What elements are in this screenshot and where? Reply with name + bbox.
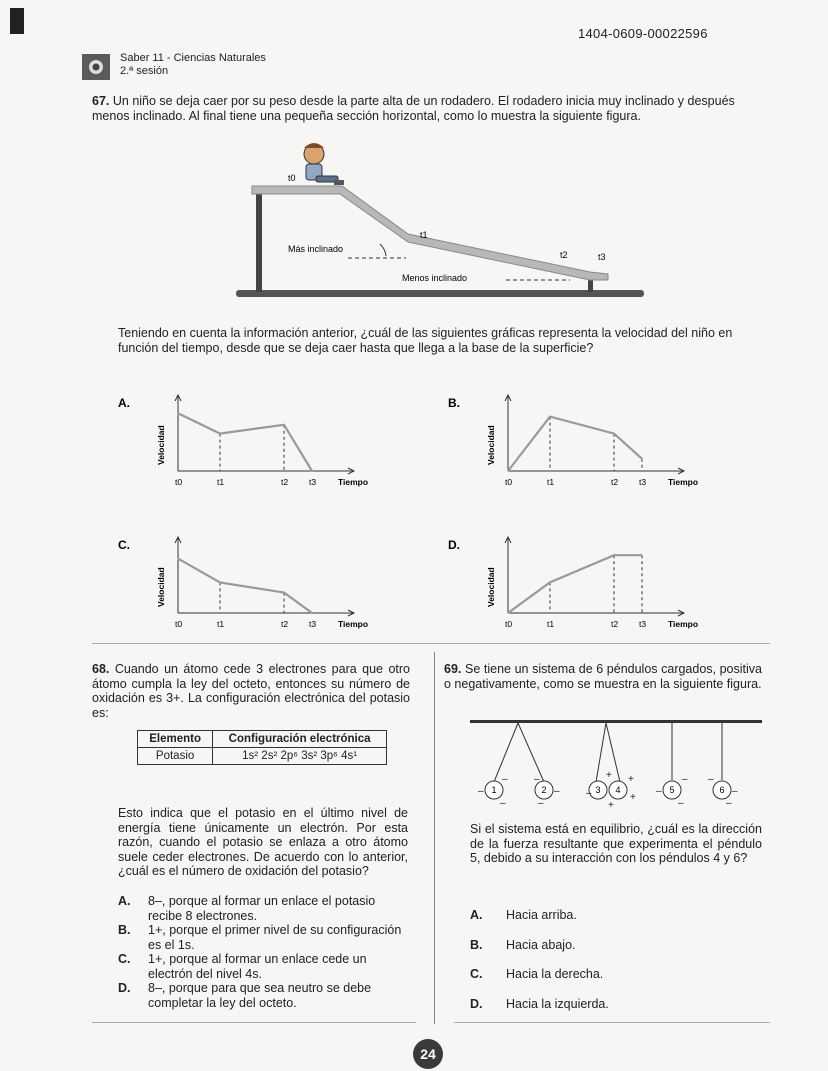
divider-right-bottom bbox=[454, 1022, 770, 1023]
graph-letter: D. bbox=[448, 538, 460, 552]
tick-label-t0: t0 bbox=[175, 619, 183, 629]
page-number: 24 bbox=[413, 1039, 443, 1069]
data-point-t2 bbox=[283, 424, 285, 426]
q69-option-d[interactable]: D. Hacia la izquierda. bbox=[470, 996, 609, 1011]
svg-text:+: + bbox=[628, 774, 634, 785]
svg-text:+: + bbox=[630, 792, 636, 803]
q68-explanation: Esto indica que el potasio en el último nivel de energía tiene únicamente un electrón. Por esta razón, cuando el potasio se enlaza a otro átomo suele ceder electrones. De acuerdo con lo anterior, ¿cuál es el número de oxidación del potasio? bbox=[118, 806, 408, 878]
tick-label-t2: t2 bbox=[611, 477, 619, 487]
tick-label-t1: t1 bbox=[547, 619, 555, 629]
pendulum-5: 5 bbox=[669, 785, 675, 795]
svg-text:–: – bbox=[502, 774, 508, 785]
table-cell-config: 1s² 2s² 2p⁶ 3s² 3p⁶ 4s¹ bbox=[213, 748, 387, 765]
q67-question: Teniendo en cuenta la información anterior, ¿cuál de las siguientes gráficas representa la velocidad del niño en función del tiempo, desde que se deja caer hasta que llega a la base de la superficie? bbox=[118, 326, 733, 355]
tick-label-t3: t3 bbox=[639, 619, 647, 629]
data-point-t3 bbox=[641, 554, 643, 556]
data-point-t0 bbox=[507, 470, 509, 472]
svg-text:–: – bbox=[500, 798, 506, 809]
svg-text:+: + bbox=[606, 770, 612, 781]
ground-bar bbox=[236, 290, 644, 297]
fig-t3: t3 bbox=[598, 252, 606, 262]
pendulum-figure bbox=[468, 716, 764, 812]
fig-t1: t1 bbox=[420, 230, 428, 240]
data-point-t2 bbox=[283, 592, 285, 594]
y-axis-label: Velocidad bbox=[486, 425, 496, 465]
q68-options bbox=[118, 894, 408, 1010]
divider-left-bottom bbox=[92, 1022, 416, 1023]
tick-label-t0: t0 bbox=[505, 477, 513, 487]
svg-text:–: – bbox=[586, 788, 592, 799]
q67-number: 67. bbox=[92, 94, 110, 108]
header-session: 2.ª sesión bbox=[120, 65, 169, 77]
data-point-t1 bbox=[219, 433, 221, 435]
tick-label-t0: t0 bbox=[175, 477, 183, 487]
q69-number: 69. bbox=[444, 662, 462, 676]
data-point-t0 bbox=[507, 612, 509, 614]
data-point-t3 bbox=[311, 470, 313, 472]
data-point-t1 bbox=[219, 582, 221, 584]
data-point-t1 bbox=[549, 582, 551, 584]
child-icon bbox=[304, 143, 344, 185]
q68-option-a[interactable]: A. 8–, porque al formar un enlace el potasio recibe 8 electrones. bbox=[118, 894, 376, 923]
fig-t2: t2 bbox=[560, 250, 568, 260]
y-axis-label: Velocidad bbox=[156, 567, 166, 607]
data-point-t2 bbox=[613, 433, 615, 435]
q68-text: Cuando un átomo cede 3 electrones para que otro átomo cumpla la ley del octeto, entonces su número de oxidación es 3+. La configuración electrónica del potasio es: bbox=[92, 662, 410, 720]
graph-letter: B. bbox=[448, 396, 460, 410]
svg-text:–: – bbox=[538, 798, 544, 809]
exam-logo-icon bbox=[82, 54, 110, 80]
corner-mark bbox=[10, 8, 24, 34]
graph-option-b[interactable] bbox=[448, 395, 708, 495]
header-subject: Saber 11 - Ciencias Naturales bbox=[120, 52, 266, 64]
q69-option-a[interactable]: A. Hacia arriba. bbox=[470, 908, 577, 922]
slide-figure bbox=[230, 140, 650, 305]
svg-text:–: – bbox=[656, 786, 662, 797]
svg-text:–: – bbox=[682, 774, 688, 785]
fig-t0: t0 bbox=[288, 173, 296, 183]
q68-number: 68. bbox=[92, 662, 110, 676]
q69-option-b[interactable]: B. Hacia abajo. bbox=[470, 937, 576, 952]
graph-letter: C. bbox=[118, 538, 130, 552]
data-point-t3 bbox=[641, 458, 643, 460]
q68-option-d[interactable]: D. 8–, porque para que sea neutro se debe completar la ley del octeto. bbox=[118, 981, 372, 1010]
x-axis-label: Tiempo bbox=[668, 477, 699, 487]
data-point-t0 bbox=[177, 558, 179, 560]
data-point-t3 bbox=[311, 612, 313, 614]
tick-label-t2: t2 bbox=[281, 619, 289, 629]
tick-label-t1: t1 bbox=[217, 619, 225, 629]
x-axis-label: Tiempo bbox=[338, 477, 369, 487]
svg-text:–: – bbox=[726, 798, 732, 809]
svg-text:+: + bbox=[608, 800, 614, 811]
y-axis-label: Velocidad bbox=[486, 567, 496, 607]
velocity-line bbox=[508, 417, 642, 471]
svg-text:–: – bbox=[554, 786, 560, 797]
svg-text:–: – bbox=[478, 786, 484, 797]
graph-option-c[interactable] bbox=[118, 537, 378, 637]
q69-options bbox=[470, 908, 762, 1011]
tick-label-t0: t0 bbox=[505, 619, 513, 629]
svg-text:–: – bbox=[708, 774, 714, 785]
pendulum-1: 1 bbox=[491, 785, 497, 795]
fig-label-menos: Menos inclinado bbox=[402, 273, 468, 283]
column-divider bbox=[434, 652, 435, 1024]
configuration-table bbox=[137, 730, 387, 765]
tick-label-t1: t1 bbox=[547, 477, 555, 487]
table-head-config: Configuración electrónica bbox=[213, 731, 387, 748]
pendulum-4: 4 bbox=[615, 785, 621, 795]
q68-statement bbox=[92, 662, 410, 720]
pendulum-support-bar bbox=[470, 720, 762, 723]
tick-label-t1: t1 bbox=[217, 477, 225, 487]
q69-question: Si el sistema está en equilibrio, ¿cuál es la dirección de la fuerza resultante que experimenta el péndulo 5, debido a su interacción con los péndulos 4 y 6? bbox=[470, 822, 762, 865]
tick-label-t2: t2 bbox=[611, 619, 619, 629]
pendulum-6: 6 bbox=[719, 785, 725, 795]
q69-option-c[interactable]: C. Hacia la derecha. bbox=[470, 967, 604, 981]
velocity-line bbox=[178, 559, 312, 613]
svg-text:–: – bbox=[678, 798, 684, 809]
graph-option-a[interactable] bbox=[118, 395, 378, 495]
data-point-t2 bbox=[613, 554, 615, 556]
graph-option-d[interactable] bbox=[448, 537, 708, 637]
x-axis-label: Tiempo bbox=[338, 619, 369, 629]
tick-label-t3: t3 bbox=[309, 477, 317, 487]
velocity-line bbox=[178, 413, 312, 471]
data-point-t0 bbox=[177, 412, 179, 414]
q69-statement bbox=[444, 662, 762, 691]
document-code: 1404-0609-00022596 bbox=[578, 26, 708, 41]
svg-text:–: – bbox=[732, 786, 738, 797]
left-support bbox=[256, 192, 262, 292]
tick-label-t2: t2 bbox=[281, 477, 289, 487]
pendulum-3: 3 bbox=[595, 785, 601, 795]
tick-label-t3: t3 bbox=[639, 477, 647, 487]
q67-statement bbox=[92, 94, 768, 123]
x-axis-label: Tiempo bbox=[668, 619, 699, 629]
fig-label-mas: Más inclinado bbox=[288, 244, 344, 254]
tick-label-t3: t3 bbox=[309, 619, 317, 629]
table-cell-element: Potasio bbox=[138, 748, 213, 765]
data-point-t1 bbox=[549, 416, 551, 418]
table-head-element: Elemento bbox=[138, 731, 213, 748]
q67-text: Un niño se deja caer por su peso desde la parte alta de un rodadero. El rodadero inicia muy inclinado y después menos inclinado. Al final tiene una pequeña sección horizontal, como lo muestra la siguiente figura. bbox=[92, 94, 735, 123]
header bbox=[120, 52, 266, 78]
slide-surface bbox=[252, 186, 608, 280]
q69-text: Se tiene un sistema de 6 péndulos cargados, positiva o negativamente, como se muestra en la siguiente figura. bbox=[444, 662, 762, 691]
graph-letter: A. bbox=[118, 396, 130, 410]
velocity-line bbox=[508, 555, 642, 613]
y-axis-label: Velocidad bbox=[156, 425, 166, 465]
q68-option-b[interactable]: B. 1+, porque el primer nivel de su configuración es el 1s. bbox=[118, 923, 402, 952]
q68-option-c[interactable]: C. 1+, porque al formar un enlace cede un electrón del nivel 4s. bbox=[118, 952, 367, 981]
pendulum-2: 2 bbox=[541, 785, 547, 795]
divider bbox=[92, 643, 770, 644]
svg-text:–: – bbox=[534, 774, 540, 785]
